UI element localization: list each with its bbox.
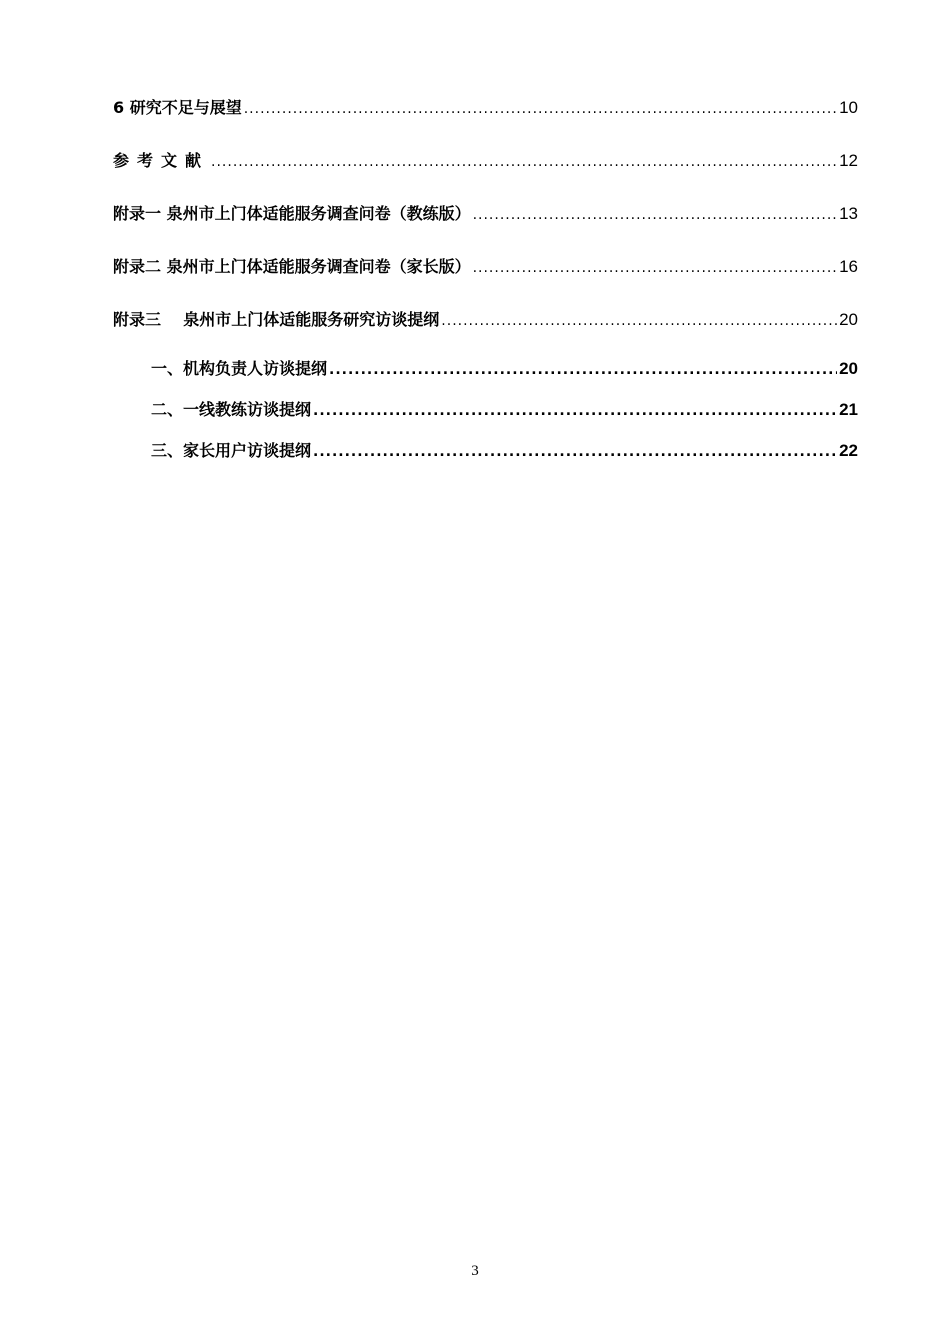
toc-entry-title: 附录三 泉州市上门体适能服务研究访谈提纲 <box>113 310 440 329</box>
table-of-contents <box>0 0 950 500</box>
toc-subentry-title: 二、一线教练访谈提纲 <box>151 400 312 419</box>
toc-dot-leader <box>211 152 837 172</box>
toc-entry-page: 13 <box>839 204 858 223</box>
toc-dot-leader <box>441 311 837 331</box>
toc-entry-title: 附录一 泉州市上门体适能服务调查问卷（教练版） <box>113 204 471 223</box>
toc-entry-title: 附录二 泉州市上门体适能服务调查问卷（家长版） <box>113 257 471 276</box>
toc-entry-appendix-1[interactable] <box>113 204 858 226</box>
toc-entry-title: 6 研究不足与展望 <box>113 98 242 117</box>
toc-dot-leader <box>313 442 837 462</box>
toc-entry-page: 12 <box>839 151 858 170</box>
toc-subentry-title: 一、机构负责人访谈提纲 <box>151 359 328 378</box>
toc-entry-page: 16 <box>839 257 858 276</box>
toc-dot-leader <box>473 258 838 278</box>
toc-entry-title: 参考文献 <box>113 151 210 170</box>
toc-subentry-page: 21 <box>839 400 858 419</box>
toc-dot-leader <box>329 360 837 380</box>
toc-subentry-parent[interactable] <box>151 441 858 463</box>
toc-dot-leader <box>244 99 837 119</box>
page-number: 3 <box>471 1263 479 1279</box>
toc-dot-leader <box>313 401 837 421</box>
toc-subentry-title: 三、家长用户访谈提纲 <box>151 441 312 460</box>
toc-dot-leader <box>473 205 838 225</box>
toc-entry-page: 10 <box>839 98 858 117</box>
toc-subentry-page: 22 <box>839 441 858 460</box>
toc-entry-research-limitations[interactable] <box>113 98 858 120</box>
toc-entry-references[interactable] <box>113 151 858 173</box>
toc-entry-appendix-2[interactable] <box>113 257 858 279</box>
toc-subentry-coach[interactable] <box>151 400 858 422</box>
toc-entry-appendix-3[interactable] <box>113 310 858 332</box>
toc-subentry-page: 20 <box>839 359 858 378</box>
toc-subentry-institution-head[interactable] <box>151 359 858 381</box>
toc-entry-page: 20 <box>839 310 858 329</box>
